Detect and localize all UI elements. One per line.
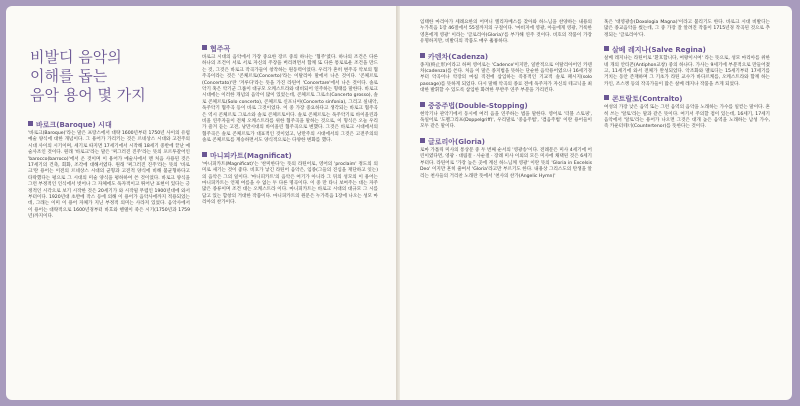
section-heading-salve-regina: 살베 레지나(Salve Regina) xyxy=(604,45,770,55)
section-heading-concerto: 협주곡 xyxy=(202,44,378,54)
section-body-gloria: 로마 가톨릭 미사의 통상문 중 두 번째 순서의 '영광송'이다. 전례문은 미사 4세기에 어린이였다면, 영광 · 대림절 · 사순절 · 장례 미사 이외의 모든 미사에 채택된 것은 6세기부터다. 라틴어로 '가장 높은 곳에 계신 하느님께 영광' 이란 뜻의 'Gloria in Excelsis Deo' 이지만 흔히 줄여서 'Gloria'라고만 부르기도 한다. 내용상 그리스도의 탄생을 알리는 천사들의 거리찬 노래란 뜻에서 '천사의 찬가(Angelic Hymn)' xyxy=(420,147,592,179)
square-bullet-icon xyxy=(202,152,207,157)
section-heading-gloria: 글로리아(Gloria) xyxy=(420,137,592,147)
section-body-magnificat-cont: 임태한 마리아가 세례요한의 어머니 엘리자베스를 찾아와 하느님을 찬양하는 내용의 누가복음 1장 46절에서 55절까지의 구절이다. '마비지에 영광, 아들에게 영광, 거룩한 영혼에게 영광' 이라는 '글로리아(Gloria)'를 부가해 연주 것이다. 비호의 작품이 가장 유명하지만, 비발디의 작품도 매우 훌륭하다. xyxy=(420,20,592,45)
square-bullet-icon xyxy=(604,95,609,100)
page-title xyxy=(30,48,190,105)
section-heading-contralto: 콘트랄토(Contralto) xyxy=(604,94,770,104)
title-line: 이해를 돕는 xyxy=(30,67,108,85)
title-line: 비발디 음악의 xyxy=(30,48,122,66)
section-body-gloria-cont: 혹은 '대영광송(Doxologia Magna)'이라고 불리기도 한다. 바로크 시대 비발디는 많은 종교음악을 썼는데, 그 중 가장 잘 알려진 작품이 1715년경 작곡된 것으로 추정되는 '글로리아'다. xyxy=(604,20,770,38)
left-column-2 xyxy=(202,44,378,207)
square-bullet-icon xyxy=(28,121,33,126)
left-page xyxy=(6,6,396,400)
section-body-double-stopping: 현악기나 관악기에서 동시에 여러 음을 연주하는 법을 말한다. 영어로 '더블 스토핑', 독일어로 '도펠그리프(Doppelgriff)', 우리말로 '중음주법', '겹음주법' 이란 용어들이 모두 같은 말이다. xyxy=(420,111,592,130)
square-bullet-icon xyxy=(420,53,425,58)
right-page xyxy=(400,6,792,400)
left-column-1 xyxy=(28,120,190,221)
section-body-contralto: 여성의 가장 낮은 음역 또는 그런 음역의 음악을 노래하는 가수를 일컫는 말이다. 흔히 쓰는 '알토'라는 말과 같은 뜻이다. 여기서 주의할 점이 있는데, 16세기, 17세기 음악에서 '알토'라는 용어가 나오면 그것은 대개 높은 음역을 노래하는 남성 가수, 즉 카운터테너(Countertenor)를 뜻한다는 것이다. xyxy=(604,105,770,130)
right-column-2 xyxy=(604,20,770,131)
square-bullet-icon xyxy=(604,46,609,51)
square-bullet-icon xyxy=(420,102,425,107)
section-body-cadenza: 종지(終止形)이라고 하며 영어로는 'Cadence'이지만, 일반적으로 이탈리아어인 카덴차(cadenza)를 쓴다. 처음 이 말은 종지법을 뜻하는 단순한 음악용어였으나 16세기경부터 악곡이나 악장의 마침 직전에 삽입하는 즉흥적인 기교적 솔로 패시지(solo passage)를 뜻하게 되었다. 다시 말해 악곡의 종료 전에 독주자가 자신의 테크닉을 최대한 발휘할 수 있도록 삽입한 화려한 무반주 연주 부분을 가리킨다. xyxy=(420,62,592,94)
section-body-magnificat: '마니피카트(Magnificat)'는 '찬미한다'는 뜻의 라틴어로, 영어의 'proclaim' 정도의 의미로 새기는 것이 좋다. 비호가 낳긴 라틴어 음악은, 임종(그들의 진심을 재단하고 잇는) 의 음악은 그의 일이다. '마니피카트'의 음악은 여기가 아니라 그 뒤의 성모의 이 용어는 마니피카트는 언제 여름을 수 없는 두 다른 명곡이다. 이 중 만 타니 보여주는 대는 자주 많은 종류이며 조건 대는 오케스트라 이다. 마니피카트는 바로크 시대의 대규모 그 시를 담고 있는 합창의 거대한 작품이다. 마니피카트의 원문은 누가복음 1장에 나오는 성모 마리아의 찬가이다. xyxy=(202,161,378,206)
section-heading-magnificat: 마니피카트(Magnificat) xyxy=(202,151,378,161)
section-body-concerto: 바로크 시대의 음악에서 가장 중요한 장르 중의 하나는 '협주'였다. 하나의 조건은 다른 하나의 조건이 서로 서로 자신의 주장을 버리려면서 함께 또 다른 통로로운 조건을 만드는 것, 그것은 바로크 작곡가들이 창작하는 원동력이었다. 우리가 흔히 변주곡 악보의 협주곡이라는 것은 '콘체르토(Concerto)'라는 이탈리아 말에서 나온 것이다. '콘체르토(Concertato)'란 '겨루다'라는 뜻을 가진 라틴어 'Concertare'에서 나온 것이다. 솔로 악기 혹은 악기군 그룹이 대규모 오케스트라와 대비되어 연주하는 형태를 말한다. 바로크 시대에는 이러한 개념의 음악이 많이 있었는데, 콘체르토 그로소(Concerto grosso), 솔로 콘체르토(Solo concerto), 콘체르토 신포니아(Concerto sinfonia), 그리고 실내악, 독주악기 협주곡 등이 바로 그것이었다. 이 중 가장 중요하다고 생각되는 바로크 협주곡은 역시 콘체르토 그로소와 솔로 콘체르토이다. 솔로 콘체르토는 독주악기로 바이올린과 비올 연주자들이 전체 오케스트라를 위한 협주곡을 말하는 것으로, 이 형식은 오늘 우리가 즐겨 듣는 고전, 낭만시대의 바이올린 협주곡으로 변했다. 그것은 바로크 시대에서의 협주곡은 솔로 콘체르토가 대표적인 것이었고, 낭만주의 시대에서의 그것은 고전주의의 솔로 콘체르토를 계승하면서도 양식적으로는 다양한 변화를 했다. xyxy=(202,55,378,144)
square-bullet-icon xyxy=(420,138,425,143)
right-column-1 xyxy=(420,20,592,180)
section-body-baroque: '바로크(Baroque)'라는 말은 프랑스에서 대략 1600년부터 1750년 사이의 유럽 예술 양식에 대한 개념이다. 그 용어가 가리키는 것은 르네상스 시대와 고전주의 시대 사이의 시기이며, 세기로 따지면 17세기에서 시작해 18세기 중반에 끝난 예술사조인 것이다. 원래 '바로크'라는 말은 '찌그러진 진주'라는 뜻의 포르투갈어인 'barocco(barroco)'에서 온 것이며 이 용어가 예술사에서 맨 처음 사용된 것은 17세기의 건축, 회화, 조각에 대해서였다. 원래 '찌그러진 진주'라는 뜻의 '바로크'란 용어는 이전의 르네상스 시대의 균형과 고전적 양식에 비해 불균형하다고 타락했다는 평으로 그 시대의 미술 양식을 평하하여 쓴 것이었다. 바로크 양식을 그런 부정적인 인식에서 벗어나 그 자체에도 독자적이고 뛰어난 표현이 있다는 긍정적인 시각으로 보기 시작한 것은 20세기가 와 시작될 무렵인 1900년대에 와서부터이다. 1920년대 초반에 작스 등에 의해 이 용어가 음악사에까지 적용되었는데, 그래는 이미 이 용어 자체가 지닌 부정적 의미는 사라져 있었다. 음악사에서 이 용어는 대략적으로 1600년경부터 바흐와 헨델이 죽은 시기(1750년과 1759년)까지이다. xyxy=(28,131,190,220)
title-line: 음악 용어 몇 가지 xyxy=(30,86,146,104)
section-heading-baroque: 바로크(Baroque) 시대 xyxy=(28,120,190,130)
booklet-spread xyxy=(6,6,792,400)
square-bullet-icon xyxy=(202,45,207,50)
section-body-salve-regina: 살베 레지나는 라틴어로 '환호합니다, 여왕이시여' 라는 뜻으로, 성모 마리아를 위한 네 개의 안티폰(Antiphon교창) 중의 하나다. 가사는 9세기에 부분적으로 만들어졌고, 11세기에 와서 전체가 완성되었다. 악조화와 멜로디는 15세기부터 17세기를 거치는 동안 존재하며 그 기초가 라틴 교수가 바다르케를, 오케스트라와 함께 하는 카인, 조스캥 등의 작곡가들이 많은 살베 레지나 작품을 쓰게 되었다. xyxy=(604,56,770,87)
section-heading-cadenza: 카덴차(Cadenza) xyxy=(420,52,592,62)
section-heading-double-stopping: 중중주법(Double-Stopping) xyxy=(420,101,592,111)
